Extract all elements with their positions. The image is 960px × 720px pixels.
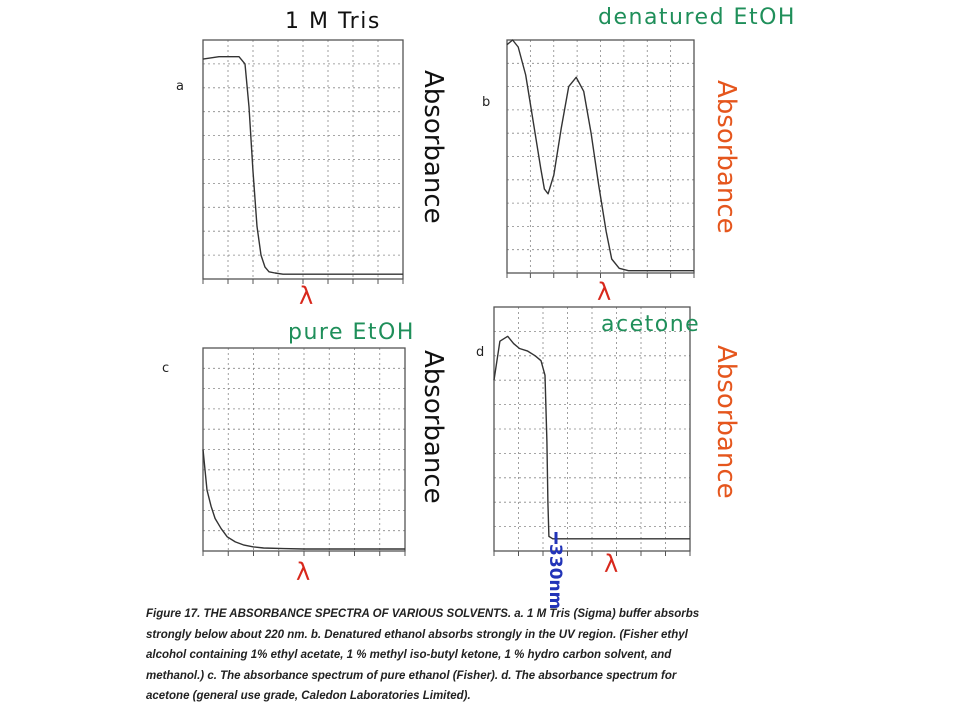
y-axis-label: Absorbance [418,70,448,224]
chart-title: denatured EtOH [598,5,796,30]
grid [203,40,403,279]
x-axis-label: λ [604,550,619,578]
grid [494,307,690,551]
panel-letter: b [482,95,491,110]
caption-line: alcohol containing 1% ethyl acetate, 1 % methyl iso-butyl ketone, 1 % hydro carbon solvent, and [146,649,672,661]
chart-panel-a [176,9,448,310]
panel-letter: a [176,79,184,94]
y-axis-label: Absorbance [418,350,448,504]
panel-letter: c [162,361,170,376]
panel-letter: d [476,345,485,360]
caption-line: strongly below about 220 nm. b. Denatured ethanol absorbs strongly in the UV region. (Fisher ethyl [146,628,688,641]
x-axis-label: λ [296,558,311,586]
chart-title: acetone [601,312,701,337]
chart-title: 1 M Tris [285,9,381,34]
x-axis-label: λ [299,282,314,310]
x-axis-label: λ [597,278,612,306]
chart-title: pure EtOH [288,320,415,345]
chart-panel-c [162,320,448,586]
figure-caption [146,604,746,707]
cutoff-label: 330nm [545,544,565,610]
y-axis-label: Absorbance [711,345,741,499]
caption-line: acetone (general use grade, Caledon Laboratories Limited). [146,690,471,702]
caption-line: methanol.) c. The absorbance spectrum of pure ethanol (Fisher). d. The absorbance spectrum for [146,669,677,682]
y-axis-label: Absorbance [711,80,741,234]
grid [507,40,694,273]
chart-panel-b [482,5,796,306]
grid [203,348,405,551]
caption-line: Figure 17. THE ABSORBANCE SPECTRA OF VARIOUS SOLVENTS. a. 1 M Tris (Sigma) buffer absorbs [146,608,700,620]
chart-panel-d [476,307,741,609]
